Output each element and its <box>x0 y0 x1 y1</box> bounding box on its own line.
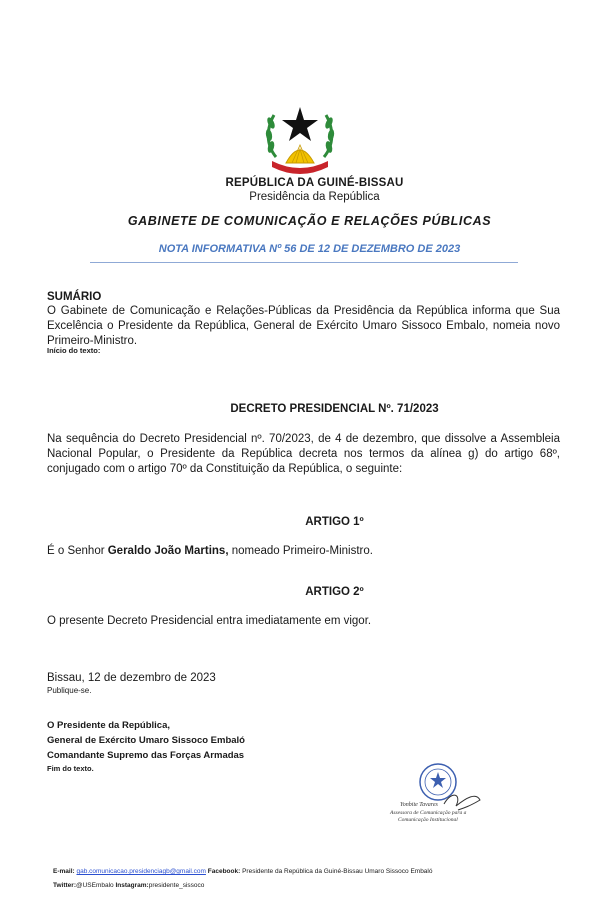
signatory-line-2: General de Exército Umaro Sissoco Embaló <box>47 735 245 746</box>
footer-contact-line-2: Twitter:@USEmbalo Instagram:presidente_sissoco <box>53 882 205 889</box>
end-marker: Fim do texto. <box>47 764 94 773</box>
summary-text: O Gabinete de Comunicação e Relações-Públicas da Presidência da República informa que Sua Excelência o Presidente da República, General de Exército Umaro Sissoco Embalo, nomeia novo Primeiro-Ministro. <box>47 305 560 347</box>
footer-contact-line-1: E-mail: gab.comunicacao.presidenciagb@gmail.com Facebook: Presidente da República da Guiné-Bissau Umaro Sissoco Embaló <box>53 868 433 875</box>
decree-title: DECRETO PRESIDENCIAL Nº. 71/2023 <box>230 403 439 415</box>
office-name: Presidência da República <box>249 191 380 203</box>
appointee-name: Geraldo João Martins, <box>107 545 229 557</box>
note-title: NOTA INFORMATIVA Nº 56 DE 12 DE DEZEMBRO DE 2023 <box>158 243 461 255</box>
article-2-text: O presente Decreto Presidencial entra imediatamente em vigor. <box>47 615 372 627</box>
country-name: REPÚBLICA DA GUINÉ-BISSAU <box>225 177 404 189</box>
article-1-text: É o Senhor Geraldo João Martins, nomeado Primeiro-Ministro. <box>47 545 373 557</box>
footer-twitter: @USEmbalo <box>76 882 114 889</box>
cabinet-title: GABINETE DE COMUNICAÇÃO E RELAÇÕES PÚBLICAS <box>127 214 492 228</box>
article-1-title: ARTIGO 1º <box>305 516 364 528</box>
footer-facebook: Presidente da República da Guiné-Bissau Umaro Sissoco Embaló <box>242 868 433 875</box>
summary-heading: SUMÁRIO <box>47 291 102 303</box>
start-marker: Início do texto: <box>47 346 101 355</box>
article-2-title: ARTIGO 2º <box>305 586 364 598</box>
stamp-signatory-name: Yonbite Tavares <box>400 802 438 808</box>
stamp-role-line-2: Comunicação Institucional <box>398 817 458 823</box>
header-divider <box>90 262 518 263</box>
footer-instagram: presidente_sissoco <box>148 882 205 889</box>
decree-preamble: Na sequência do Decreto Presidencial nº. 70/2023, de 4 de dezembro, que dissolve a Assembleia Nacional Popular, o Presidente da República decreta nos termos da alínea g) do artigo 68º, conjugado com o artigo 70º da Constituição da República, o seguinte: <box>47 433 560 475</box>
coat-of-arms-emblem <box>262 101 338 177</box>
signatory-line-3: Comandante Supremo das Forças Armadas <box>47 750 245 761</box>
footer-email-link[interactable]: gab.comunicacao.presidenciagb@gmail.com <box>76 868 206 875</box>
place-date: Bissau, 12 de dezembro de 2023 <box>47 672 216 684</box>
signatory-line-1: O Presidente da República, <box>47 720 171 731</box>
stamp-role-line-1: Assessora de Comunicação para a <box>390 810 467 816</box>
publish-order: Publique-se. <box>47 686 92 695</box>
